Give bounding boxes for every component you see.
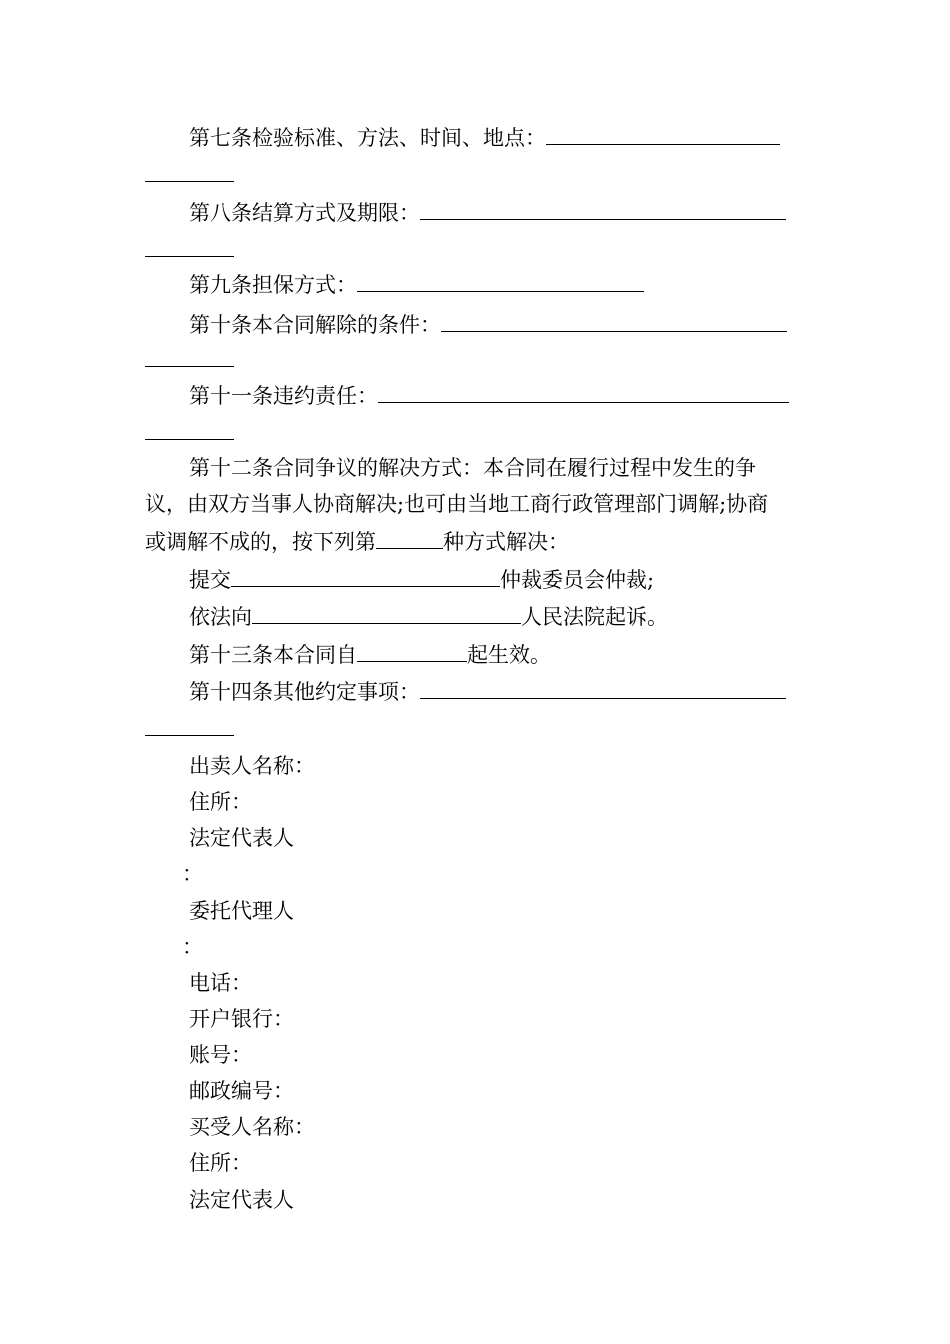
article-11-blank: [378, 382, 789, 403]
seller-address-label: 住所：: [189, 790, 252, 814]
article-7-continuation-line: [145, 181, 234, 182]
article-12-line-1: 第十二条合同争议的解决方式：本合同在履行过程中发生的争: [189, 456, 756, 480]
article-9-blank: [357, 271, 644, 292]
article-12-line-3-post: 种方式解决：: [443, 530, 569, 554]
seller-account-label: 账号：: [189, 1043, 252, 1067]
seller-agent-label: 委托代理人: [189, 899, 294, 923]
article-8-continuation-line: [145, 256, 234, 257]
buyer-name-label: 买受人名称：: [189, 1115, 315, 1139]
article-7-label: 第七条检验标准、方法、时间、地点：: [189, 126, 546, 150]
article-12-line-3: [145, 528, 569, 555]
option-2-pre: 依法向: [189, 605, 252, 629]
article-12-line-2: 议，由双方当事人协商解决;也可由当地工商行政管理部门调解;协商: [145, 492, 769, 516]
article-10-label: 第十条本合同解除的条件：: [189, 313, 441, 337]
option-arbitration: [189, 566, 654, 593]
article-14-label: 第十四条其他约定事项：: [189, 680, 420, 704]
article-9-label: 第九条担保方式：: [189, 273, 357, 297]
article-10-continuation-line: [145, 366, 234, 367]
option-1-pre: 提交: [189, 568, 231, 592]
option-1-post: 仲裁委员会仲裁;: [500, 568, 655, 592]
seller-postcode-label: 邮政编号：: [189, 1079, 294, 1103]
seller-agent-colon: ：: [182, 935, 203, 959]
article-8-blank: [420, 199, 786, 220]
article-12-line-3-pre: 或调解不成的，按下列第: [145, 530, 376, 554]
dispute-method-blank: [376, 528, 443, 549]
buyer-address-label: 住所：: [189, 1151, 252, 1175]
buyer-legal-rep-label: 法定代表人: [189, 1188, 294, 1212]
option-2-post: 人民法院起诉。: [521, 605, 668, 629]
article-11: [189, 382, 789, 409]
article-7: [189, 124, 780, 151]
article-7-blank: [546, 124, 780, 145]
article-8: [189, 199, 786, 226]
seller-legal-rep-colon: ：: [182, 862, 203, 886]
article-8-label: 第八条结算方式及期限：: [189, 201, 420, 225]
option-court: [189, 603, 668, 630]
article-13: [189, 641, 551, 668]
court-blank: [252, 603, 521, 624]
article-11-label: 第十一条违约责任：: [189, 384, 378, 408]
arbitration-committee-blank: [231, 566, 500, 587]
article-9: [189, 271, 644, 298]
article-11-continuation-line: [145, 439, 234, 440]
article-14-continuation-line: [145, 735, 234, 736]
article-10: [189, 311, 787, 338]
article-14: [189, 678, 786, 705]
seller-bank-label: 开户银行：: [189, 1007, 294, 1031]
article-14-blank: [420, 678, 786, 699]
effective-date-blank: [357, 641, 467, 662]
article-10-blank: [441, 311, 787, 332]
article-13-post: 起生效。: [467, 643, 551, 667]
seller-phone-label: 电话：: [189, 971, 252, 995]
article-13-pre: 第十三条本合同自: [189, 643, 357, 667]
seller-legal-rep-label: 法定代表人: [189, 826, 294, 850]
seller-name-label: 出卖人名称：: [189, 754, 315, 778]
